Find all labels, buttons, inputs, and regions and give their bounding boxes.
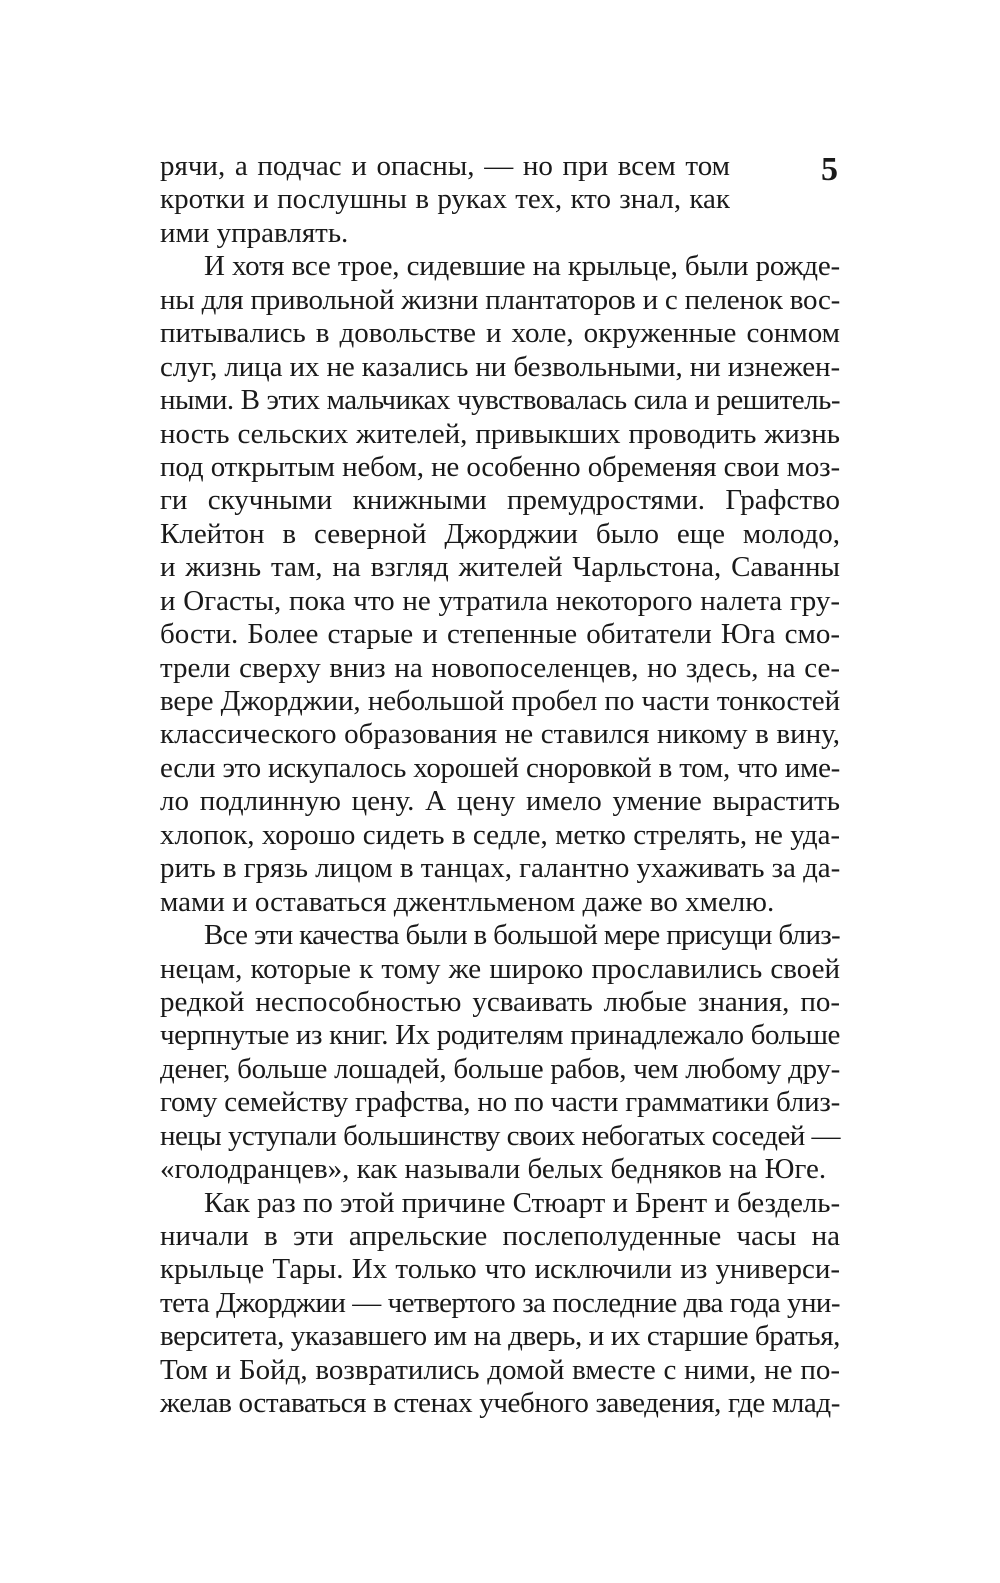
text-line: рить в грязь лицом в танцах, галантно ухаживать за да-	[160, 852, 841, 885]
text-line: питывались в довольстве и холе, окруженные сонмом	[160, 317, 840, 350]
text-line: тета Джорджии — четвертого за последние два года уни-	[160, 1286, 840, 1319]
text-line: бости. Более старые и степенные обитатели Юга смо-	[160, 618, 840, 651]
text-line: ничали в эти апрельские послеполуденные часы на	[160, 1220, 840, 1252]
text-line: классического образования не ставился никому в вину,	[160, 718, 840, 751]
text-line: нецы уступали большинству своих небогатых соседей —	[160, 1119, 840, 1152]
text-line: трели сверху вниз на новопоселенцев, но здесь, на се-	[160, 651, 840, 684]
text-line: черпнутые из книг. Их родителям принадлежало больше	[160, 1019, 840, 1052]
text-line: ло подлинную цену. А цену имело умение вырастить	[160, 785, 840, 818]
text-line: «голодранцев», как называли белых бедняков на Юге.	[160, 1153, 827, 1186]
text-line: если это искупалось хорошей сноровкой в том, что име-	[160, 751, 840, 784]
text-line: желав оставаться в стенах учебного заведения, где млад-	[160, 1387, 840, 1420]
page-number: 5	[821, 151, 838, 188]
text-line: денег, больше лошадей, больше рабов, чем любому дру-	[160, 1052, 840, 1085]
text-line: мами и оставаться джентльменом даже во хмелю.	[160, 885, 775, 918]
text-line: нецам, которые к тому же широко прославились своей	[160, 952, 840, 985]
text-line: хлопок, хорошо сидеть в седле, метко стрелять, не уда-	[160, 818, 840, 851]
text-line: ными. В этих мальчиках чувствовалась сила и решитель-	[160, 384, 840, 417]
text-line: ги скучными книжными премудростями. Графство	[160, 484, 840, 517]
text-line: редкой неспособностью усваивать любые знания, по-	[160, 985, 840, 1018]
body-text	[160, 150, 840, 1421]
text-line: под открытым небом, не особенно обременяя свои моз-	[160, 450, 840, 483]
text-line: верситета, указавшего им на дверь, и их старшие братья,	[160, 1320, 840, 1353]
text-line: Все эти качества были в большой мере присущи близ-	[204, 919, 840, 952]
text-line: Клейтон в северной Джорджии было еще молодо,	[160, 517, 840, 550]
text-line: слуг, лица их не казались ни безвольными, ни изнежен-	[160, 350, 841, 383]
text-line: и жизнь там, на взгляд жителей Чарльстона, Саванны	[160, 551, 840, 584]
text-line: И хотя все трое, сидевшие на крыльце, были рожде-	[204, 250, 840, 283]
text-line: ны для привольной жизни плантаторов и с пеленок вос-	[160, 283, 840, 316]
text-line: Как раз по этой причине Стюарт и Брент и бездель-	[204, 1186, 841, 1219]
text-line: кротки и послушны в руках тех, кто знал, как	[160, 183, 730, 216]
text-line: и Огасты, пока что не утратила некоторого налета гру-	[160, 584, 840, 617]
text-line: рячи, а подчас и опасны, — но при всем том	[160, 150, 730, 182]
text-line: ими управлять.	[160, 216, 349, 249]
text-line: крыльце Тары. Их только что исключили из универси-	[160, 1253, 840, 1286]
text-line: вере Джорджии, небольшой пробел по части тонкостей	[160, 685, 840, 717]
text-line: ность сельских жителей, привыкших проводить жизнь	[160, 417, 840, 450]
text-line: Том и Бойд, возвратились домой вместе с ними, не по-	[160, 1353, 840, 1386]
text-line: гому семейству графства, но по части грамматики близ-	[160, 1086, 841, 1119]
